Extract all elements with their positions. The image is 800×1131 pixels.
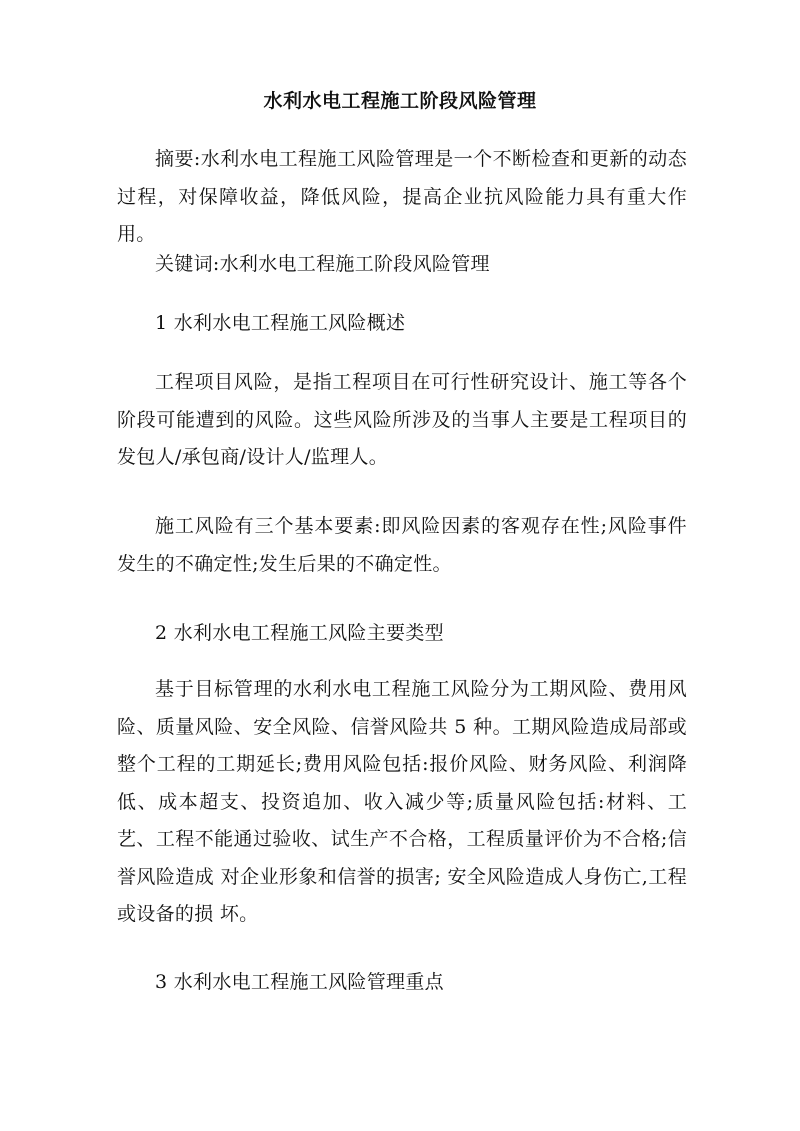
section-heading: 2 水利水电工程施工风险主要类型 <box>155 622 444 644</box>
body-paragraph: 工程项目风险，是指工程项目在可行性研究设计、施工等各个阶段可能遭到的风险。这些风险所涉及的当事人主要是工程项目的发包人/承包商/设计人/监理人。 <box>117 371 687 468</box>
document-title: 水利水电工程施工阶段风险管理 <box>263 90 537 112</box>
section-heading: 3 水利水电工程施工风险管理重点 <box>155 971 444 993</box>
body-paragraph: 基于目标管理的水利水电工程施工风险分为工期风险、费用风险、质量风险、安全风险、信誉风险共 5 种。工期风险造成局部或整个工程的工期延长;费用风险包括:报价风险、财务风险、利润降低、成本超支、投资追加、收入减少等;质量风险包括:材料、工艺、工程不能通过验收、试生产不合格，工程质量评价为不合格;信誉风险造成 对企业形象和信誉的损害; 安全风险造成人身伤亡,工程或设备的损 坏。 <box>117 678 687 925</box>
section-heading: 1 水利水电工程施工风险概述 <box>155 312 406 334</box>
keywords-paragraph: 关键词:水利水电工程施工阶段风险管理 <box>155 253 490 275</box>
abstract-paragraph: 摘要:水利水电工程施工风险管理是一个不断检查和更新的动态过程，对保障收益，降低风险，提高企业抗风险能力具有重大作用。 <box>117 148 687 245</box>
body-paragraph: 施工风险有三个基本要素:即风险因素的客观存在性;风险事件发生的不确定性;发生后果的不确定性。 <box>117 515 687 575</box>
